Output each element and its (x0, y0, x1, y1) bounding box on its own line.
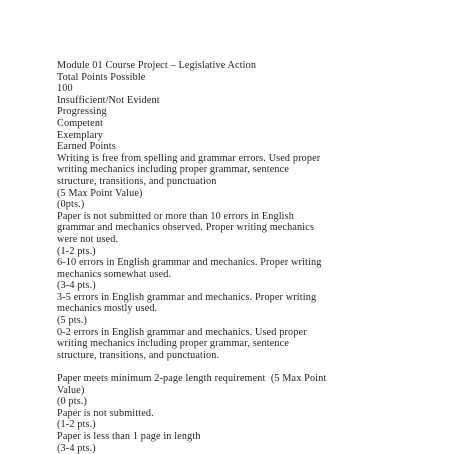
length-criterion (57, 373, 397, 454)
points-range: (3-4 pts.) (57, 280, 96, 292)
max-point-value: (5 Max Point Value) (57, 187, 143, 199)
level-description-line: mechanics somewhat used. (57, 268, 172, 280)
level-description-line: grammar and mechanics observed. Proper writing mechanics (57, 222, 315, 234)
points-range: (1-2 pts.) (57, 245, 96, 257)
level-description-line: Paper is not submitted. (57, 407, 154, 419)
level-insufficient: Insufficient/Not Evident (57, 94, 160, 106)
total-points-label: Total Points Possible (57, 71, 146, 83)
level-description-line: 6-10 errors in English grammar and mechanics. Proper writing (57, 257, 322, 269)
criterion-description-line: writing mechanics including proper grammar, sentence (57, 164, 290, 176)
level-description-line: 3-5 errors in English grammar and mechanics. Proper writing (57, 291, 317, 303)
points-range: (3-4 pts.) (57, 442, 96, 454)
paragraph-spacer (57, 361, 397, 373)
points-range: (1-2 pts.) (57, 419, 96, 431)
criterion-description-line: Writing is free from spelling and grammar errors. Used proper (57, 152, 321, 164)
level-progressing: Progressing (57, 106, 107, 118)
points-range: (5 pts.) (57, 315, 88, 327)
rubric-header (57, 60, 397, 153)
level-description-line: writing mechanics including proper grammar, sentence (57, 338, 290, 350)
points-range: (0pts.) (57, 199, 85, 211)
level-description-line: 0-2 errors in English grammar and mechanics. Used proper (57, 326, 307, 338)
level-description-line: mechanics mostly used. (57, 303, 158, 315)
writing-criterion (57, 153, 397, 362)
level-description-line: were not used. (57, 233, 119, 245)
document-page (57, 60, 397, 454)
criterion-description-line: Value) (57, 384, 85, 396)
level-description-line: structure, transitions, and punctuation. (57, 349, 220, 361)
criterion-description-line: Paper meets minimum 2-page length requirement (5 Max Point (57, 373, 327, 385)
criterion-description-line: structure, transitions, and punctuation (57, 175, 217, 187)
points-range: (0 pts.) (57, 396, 88, 408)
document-title: Module 01 Course Project – Legislative Action (57, 60, 257, 71)
total-points-value: 100 (57, 83, 73, 95)
earned-points-label: Earned Points (57, 141, 116, 153)
level-description-line: Paper is not submitted or more than 10 errors in English (57, 210, 295, 222)
level-competent: Competent (57, 117, 104, 129)
level-description-line: Paper is less than 1 page in length (57, 431, 201, 442)
level-exemplary: Exemplary (57, 129, 104, 141)
